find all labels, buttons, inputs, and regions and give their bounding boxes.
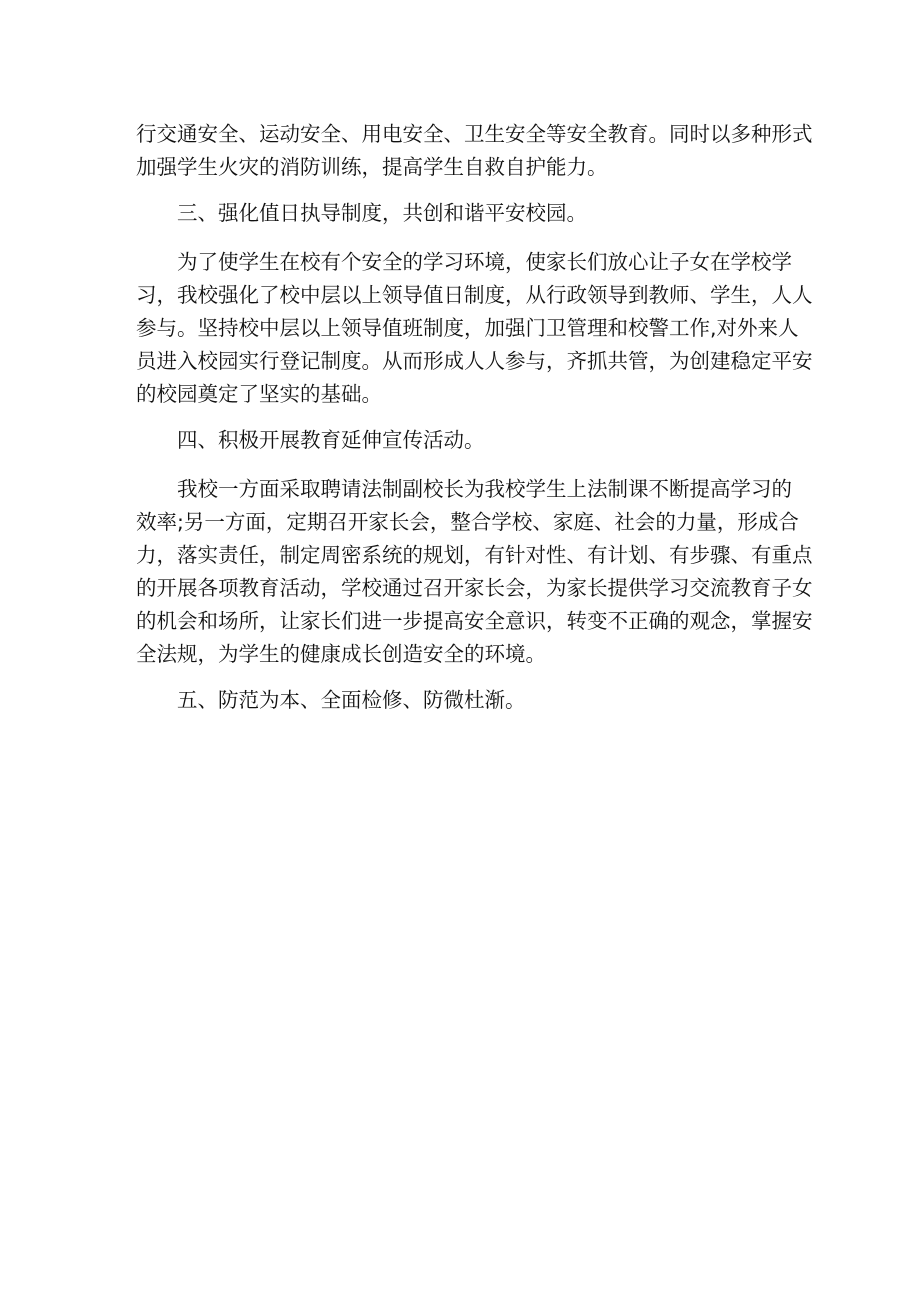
text-line: 全法规，为学生的健康成长创造安全的环境。 xyxy=(136,642,546,666)
heading-section-five xyxy=(136,684,796,717)
text-line: 加强学生火灾的消防训练，提高学生自救自护能力。 xyxy=(136,155,608,179)
paragraph-safety-education-continued xyxy=(136,118,813,184)
heading-section-four xyxy=(136,424,796,457)
section-heading: 四、积极开展教育延伸宣传活动。 xyxy=(177,428,485,452)
section-heading: 五、防范为本、全面检修、防微杜渐。 xyxy=(177,688,526,712)
paragraph-duty-system xyxy=(136,246,813,411)
text-line: 参与。坚持校中层以上领导值班制度，加强门卫管理和校警工作,对外来人 xyxy=(136,316,799,340)
text-line: 员进入校园实行登记制度。从而形成人人参与，齐抓共管，为创建稳定平安 xyxy=(136,349,813,373)
section-heading: 三、强化值日执导制度，共创和谐平安校园。 xyxy=(177,201,587,225)
text-line: 的校园奠定了坚实的基础。 xyxy=(136,382,382,406)
text-line: 力，落实责任，制定周密系统的规划，有针对性、有计划、有步骤、有重点 xyxy=(136,543,813,567)
text-line: 行交通安全、运动安全、用电安全、卫生安全等安全教育。同时以多种形式 xyxy=(136,122,813,146)
text-line: 我校一方面采取聘请法制副校长为我校学生上法制课不断提高学习的 xyxy=(177,477,792,501)
paragraph-education-activities xyxy=(136,473,813,671)
text-line: 的开展各项教育活动，学校通过召开家长会，为家长提供学习交流教育子女 xyxy=(136,576,813,600)
text-line: 习，我校强化了校中层以上领导值日制度，从行政领导到教师、学生，人人 xyxy=(136,283,813,307)
text-line: 的机会和场所，让家长们进一步提高安全意识，转变不正确的观念，掌握安 xyxy=(136,609,813,633)
text-line: 为了使学生在校有个安全的学习环境，使家长们放心让子女在学校学 xyxy=(177,250,792,274)
heading-section-three xyxy=(136,197,796,230)
text-line: 效率;另一方面，定期召开家长会，整合学校、家庭、社会的力量，形成合 xyxy=(136,510,799,534)
document-body xyxy=(136,118,813,717)
